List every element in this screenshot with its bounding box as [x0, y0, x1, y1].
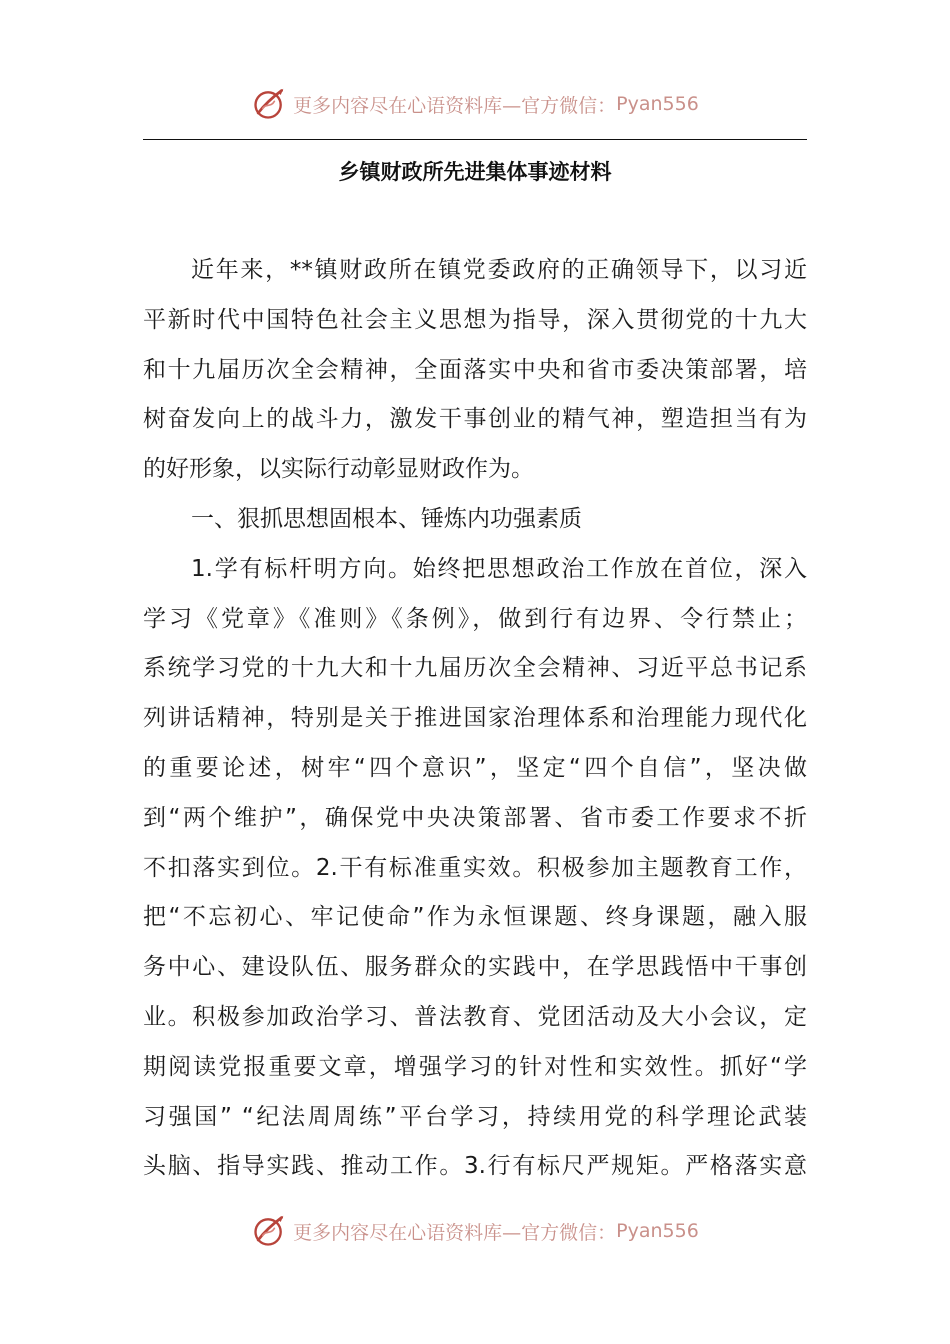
section-heading: 一、狠抓思想固根本、锤炼内功强素质 — [191, 505, 582, 532]
body-line: 到“两个维护”，确保党中央决策部署、省市委工作要求不折 — [143, 804, 807, 831]
body-line: 近年来，**镇财政所在镇党委政府的正确领导下，以习近 — [191, 257, 807, 283]
body-line: 期阅读党报重要文章，增强学习的针对性和实效性。抓好“学 — [143, 1053, 807, 1080]
body-line: 和十九届历次全会精神，全面落实中央和省市委决策部署，培 — [143, 356, 807, 383]
body-line: 平新时代中国特色社会主义思想为指导，深入贯彻党的十九大 — [143, 306, 807, 333]
body-line: 1.学有标杆明方向。始终把思想政治工作放在首位，深入 — [191, 555, 807, 582]
body-line: 不扣落实到位。2.干有标准重实效。积极参加主题教育工作， — [143, 854, 807, 881]
banner-wechat-id: Pyan556 — [616, 93, 699, 115]
banner-text: 更多内容尽在心语资料库—官方微信： — [293, 94, 617, 117]
body-line: 习强国” “纪法周周练”平台学习，持续用党的科学理论武装 — [143, 1103, 807, 1130]
document-title: 乡镇财政所先进集体事迹材料 — [338, 160, 612, 184]
pen-swirl-logo-icon — [251, 86, 287, 122]
body-line: 系统学习党的十九大和十九届历次全会精神、习近平总书记系 — [143, 655, 807, 682]
pen-swirl-logo-icon — [251, 1213, 287, 1249]
footer-banner — [0, 1211, 950, 1251]
header-divider — [143, 139, 807, 140]
body-line: 学习《党章》《准则》《条例》，做到行有边界、令行禁止； — [143, 605, 807, 632]
body-line: 的好形象，以实际行动彰显财政作为。 — [143, 456, 534, 483]
body-line: 树奋发向上的战斗力，激发干事创业的精气神，塑造担当有为 — [143, 406, 807, 433]
body-line: 列讲话精神，特别是关于推进国家治理体系和治理能力现代化 — [143, 705, 807, 732]
header-banner — [0, 84, 950, 124]
body-line: 头脑、指导实践、推动工作。3.行有标尺严规矩。严格落实意 — [143, 1153, 807, 1180]
document-body — [143, 246, 807, 1192]
banner-wechat-id: Pyan556 — [616, 1220, 699, 1242]
banner-text: 更多内容尽在心语资料库—官方微信： — [293, 1221, 617, 1244]
body-line: 把“不忘初心、牢记使命”作为永恒课题、终身课题，融入服 — [143, 904, 807, 931]
body-line: 业。积极参加政治学习、普法教育、党团活动及大小会议，定 — [143, 1003, 807, 1030]
body-line: 的重要论述，树牢“四个意识”，坚定“四个自信”，坚决做 — [143, 754, 807, 781]
body-line: 务中心、建设队伍、服务群众的实践中，在学思践悟中干事创 — [143, 954, 807, 981]
